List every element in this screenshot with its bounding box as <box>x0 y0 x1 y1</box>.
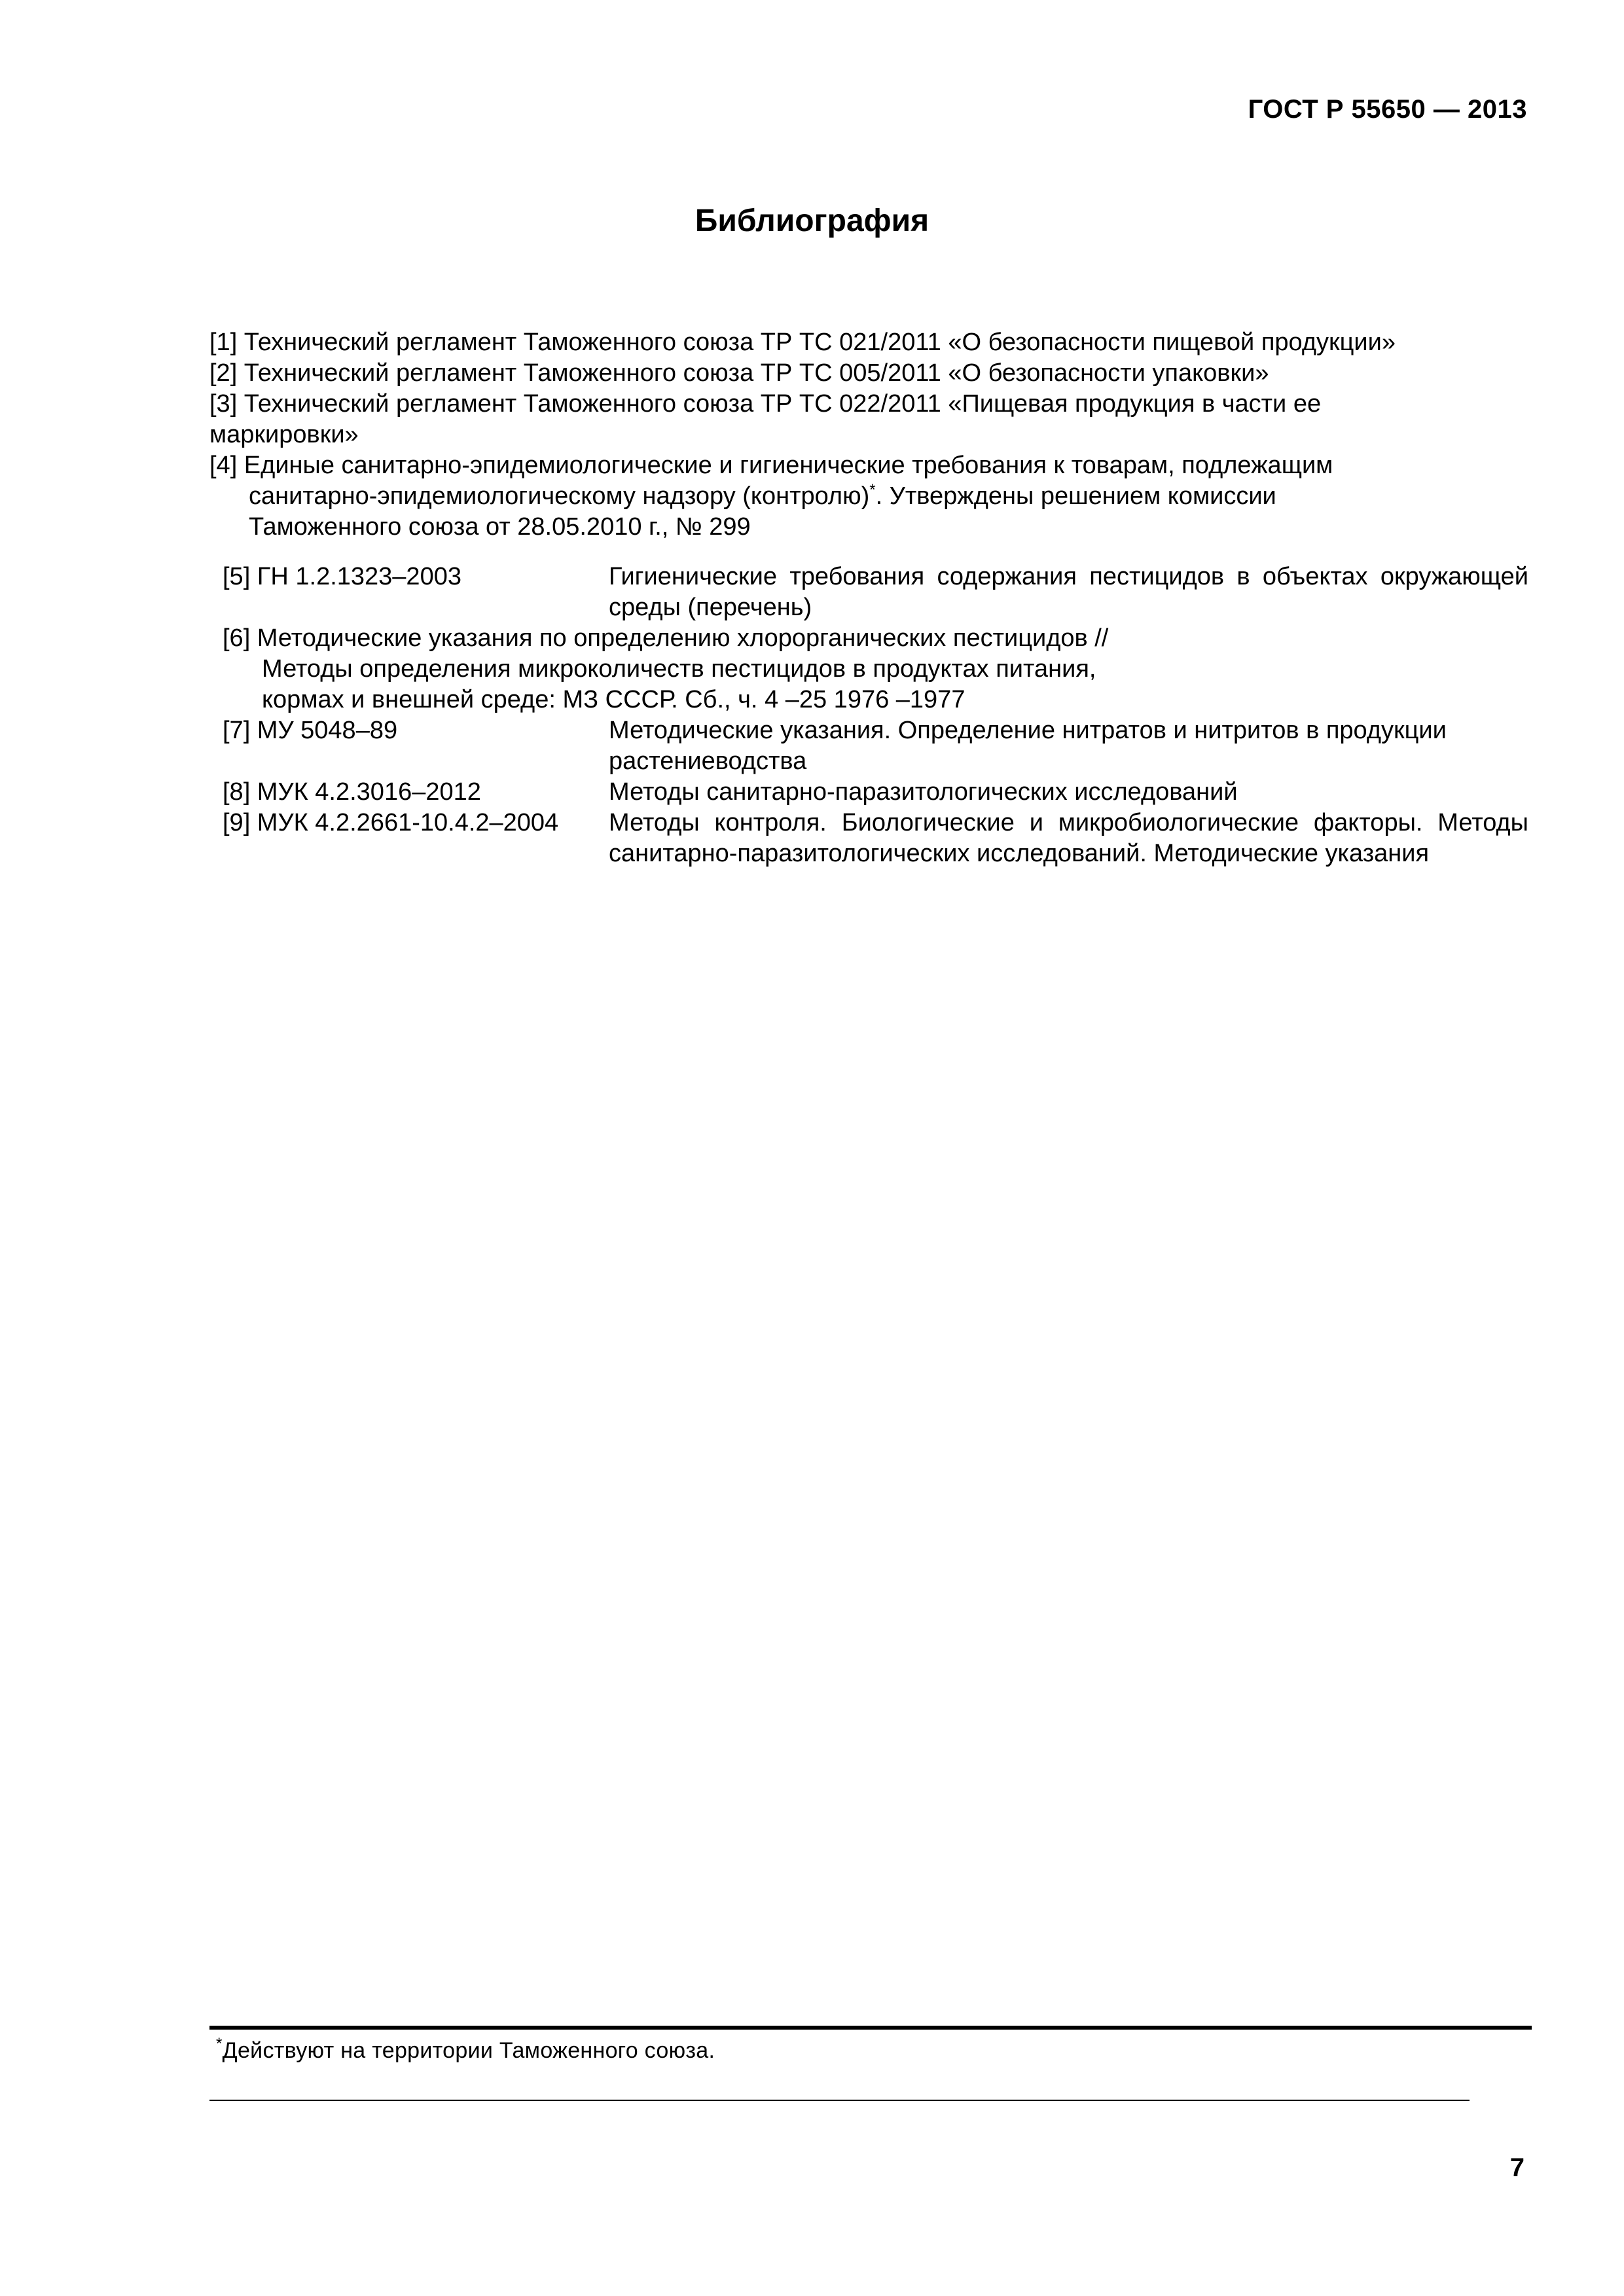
table-row <box>223 715 1528 777</box>
reference-6-line-3: кормах и внешней среде: МЗ СССР. Сб., ч. 4 –25 1976 –1977 <box>262 686 965 713</box>
document-id: ГОСТ Р 55650 — 2013 <box>1248 95 1527 124</box>
reference-8-text: Методы санитарно-паразитологических исследований <box>609 778 1238 806</box>
table-row <box>223 777 1528 808</box>
reference-4-line-3: Таможенного союза от 28.05.2010 г., № 299 <box>249 513 751 541</box>
footnote-text: Действуют на территории Таможенного союза. <box>222 2038 715 2063</box>
footnote-marker: * <box>869 481 876 499</box>
bibliography-list <box>209 327 1525 543</box>
reference-4-line-2 <box>209 481 1525 512</box>
footnote <box>216 2037 715 2064</box>
table-row <box>223 623 1528 715</box>
footnote-separator <box>209 2026 1532 2030</box>
reference-8-code: [8] МУК 4.2.3016–2012 <box>223 778 481 806</box>
bottom-rule <box>209 2100 1470 2101</box>
reference-1: [1] Технический регламент Таможенного союза ТР ТС 021/2011 «О безопасности пищевой продукции» <box>209 329 1396 356</box>
reference-7-text: Методические указания. Определение нитратов и нитритов в продукции растениеводства <box>609 717 1447 775</box>
reference-9-code: [9] МУК 4.2.2661-10.4.2–2004 <box>223 809 559 836</box>
reference-4-line-1: [4] Единые санитарно-эпидемиологические и гигиенические требования к товарам, подлежащим <box>209 452 1333 479</box>
reference-6 <box>223 623 1528 715</box>
page-title: Библиография <box>695 204 929 238</box>
reference-6-line-1: [6] Методические указания по определению хлорорганических пестицидов // <box>223 624 1109 652</box>
reference-7-code: [7] МУ 5048–89 <box>223 717 398 744</box>
reference-3-line-2: маркировки» <box>209 421 359 448</box>
bibliography-table <box>223 562 1528 869</box>
footnote-mark: * <box>216 2035 223 2053</box>
reference-3-line-1: [3] Технический регламент Таможенного союза ТР ТС 022/2011 «Пищевая продукция в части ее <box>209 390 1322 418</box>
reference-5-text: Гигиенические требования содержания пестицидов в объектах окружающей среды (перечень) <box>609 563 1528 621</box>
reference-5-code: [5] ГН 1.2.1323–2003 <box>223 563 461 590</box>
table-row <box>223 562 1528 623</box>
reference-4-text-cont: . Утверждены решением комиссии <box>875 482 1276 510</box>
page-number: 7 <box>1509 2153 1525 2182</box>
reference-9-text: Методы контроля. Биологические и микробиологические факторы. Методы санитарно-паразитологических исследований. Методические указания <box>609 809 1528 867</box>
reference-6-line-2: Методы определения микроколичеств пестицидов в продуктах питания, <box>262 655 1096 683</box>
reference-4-text: санитарно-эпидемиологическому надзору (контролю) <box>249 482 870 510</box>
reference-2: [2] Технический регламент Таможенного союза ТР ТС 005/2011 «О безопасности упаковки» <box>209 359 1269 387</box>
table-row <box>223 808 1528 869</box>
